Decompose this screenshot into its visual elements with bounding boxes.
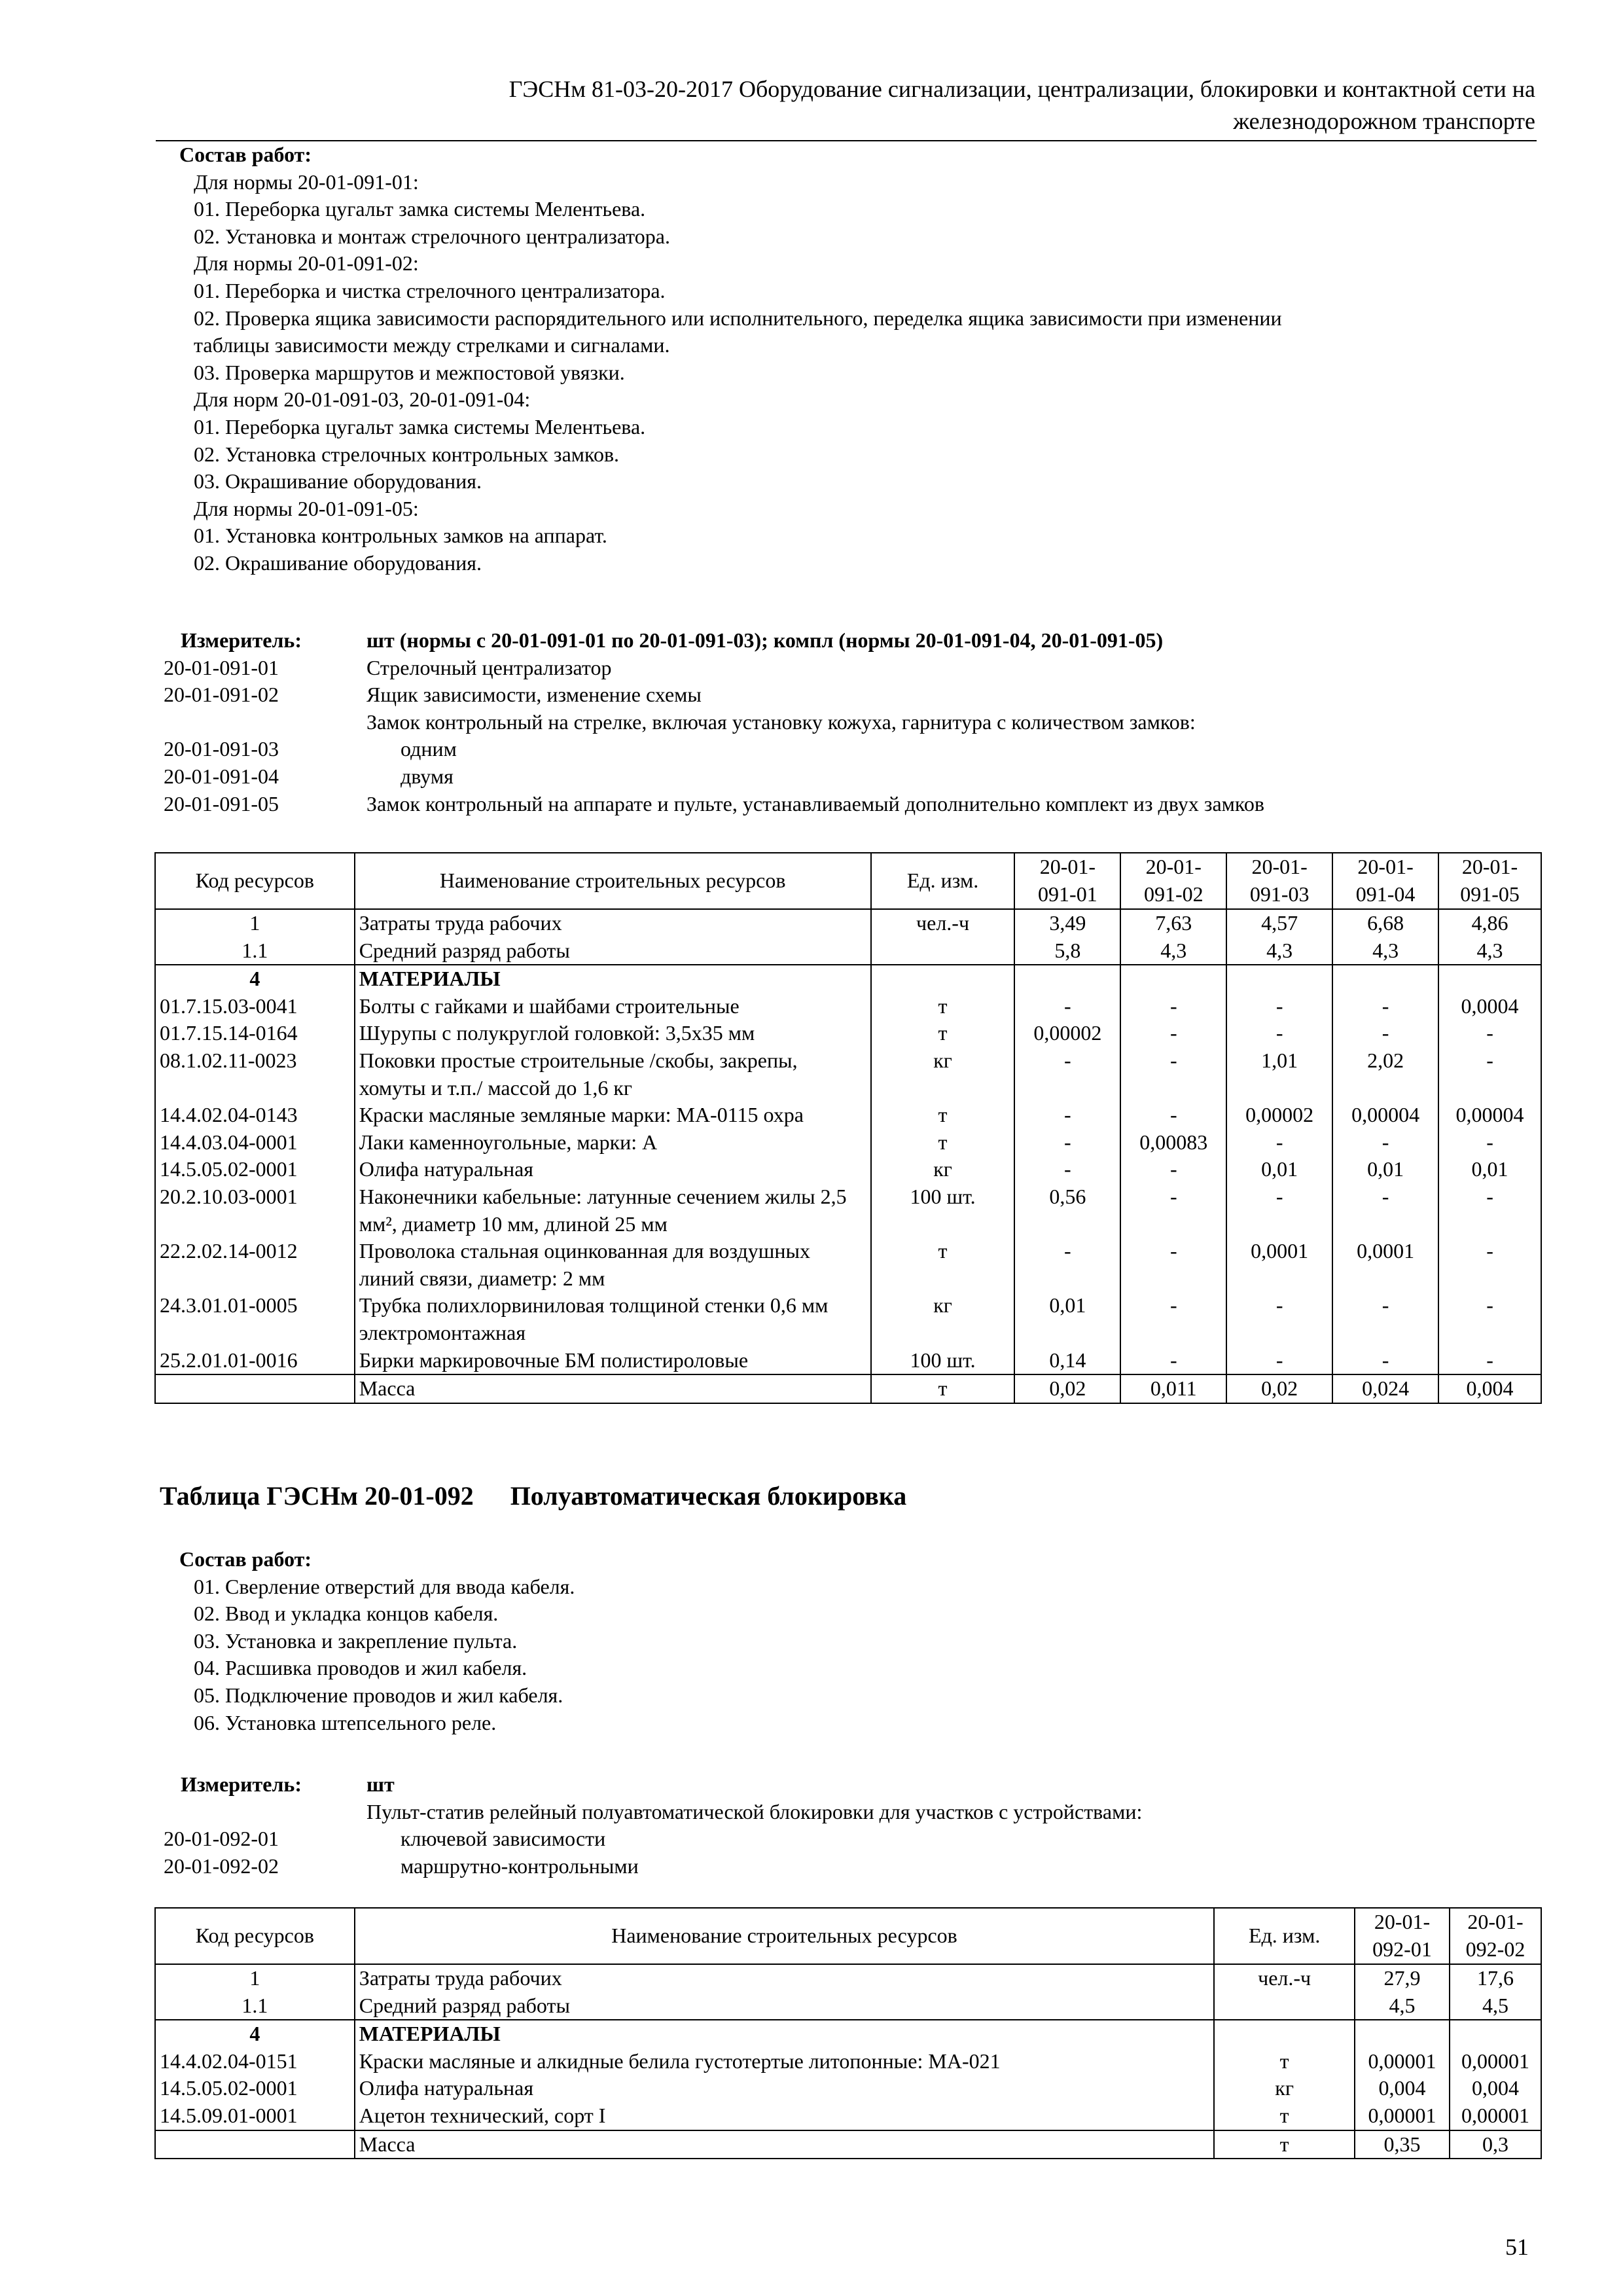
table-row xyxy=(155,1102,1541,1129)
norm-value: 0,011 xyxy=(1120,1374,1226,1403)
measure-text: Замок контрольный на аппарате и пульте, устанавливаемый дополнительно комплект из двух замков xyxy=(366,791,1264,816)
norm-value: 4,3 xyxy=(1332,937,1438,965)
norm-value: 0,004 xyxy=(1355,2075,1450,2102)
norm-value: 0,0001 xyxy=(1332,1238,1438,1292)
resource-unit xyxy=(1214,2020,1355,2048)
measure-text: Пульт-статив релейный полуавтоматической блокировки для участков с устройствами: xyxy=(366,1799,1143,1823)
table-header-row xyxy=(155,1908,1541,1964)
resource-unit xyxy=(871,937,1015,965)
table-row xyxy=(155,1347,1541,1375)
work-list xyxy=(160,1573,1541,1737)
work-line: 01. Сверление отверстий для ввода кабеля. xyxy=(194,1574,575,1598)
measure-row xyxy=(164,1799,1544,1826)
column-header: 20-01- 091-04 xyxy=(1332,853,1438,909)
resource-unit: т xyxy=(1214,2102,1355,2130)
norm-value: - xyxy=(1014,1129,1120,1157)
norm-value: - xyxy=(1014,1156,1120,1183)
norm-value: - xyxy=(1120,1102,1226,1129)
table-body xyxy=(155,1964,1541,2159)
table-row xyxy=(155,937,1541,965)
norm-value: 4,3 xyxy=(1226,937,1332,965)
resource-code: 14.5.05.02-0001 xyxy=(155,1156,355,1183)
norm-value: - xyxy=(1438,1292,1541,1346)
resource-unit: т xyxy=(871,993,1015,1020)
norm-value: - xyxy=(1332,1020,1438,1047)
work-line: 02. Установка и монтаж стрелочного централизатора. xyxy=(194,224,670,248)
measure-block-1 xyxy=(164,627,1544,817)
norm-value: 0,0001 xyxy=(1226,1238,1332,1292)
resource-unit xyxy=(1214,1992,1355,2020)
norm-value: 0,00001 xyxy=(1450,2048,1541,2075)
measure-value: шт (нормы с 20-01-091-01 по 20-01-091-03); компл (нормы 20-01-091-04, 20-01-091-05) xyxy=(366,628,1164,652)
measure-header xyxy=(164,627,1544,655)
page-header xyxy=(327,73,1535,137)
table-title-name: Полуавтоматическая блокировка xyxy=(510,1481,907,1511)
norm-value: - xyxy=(1438,1238,1541,1292)
norm-value: - xyxy=(1120,1047,1226,1102)
norm-value: 5,8 xyxy=(1014,937,1120,965)
norm-value: - xyxy=(1226,1129,1332,1157)
work-title: Состав работ: xyxy=(179,1547,312,1571)
table-row xyxy=(155,965,1541,993)
norm-value: - xyxy=(1226,1347,1332,1375)
table-row xyxy=(155,1183,1541,1238)
work-line: таблицы зависимости между стрелками и сигналами. xyxy=(194,333,670,357)
resource-name: Проволока стальная оцинкованная для воздушных линий связи, диаметр: 2 мм xyxy=(355,1238,871,1292)
work-line: 01. Переборка цугальт замка системы Мелентьева. xyxy=(194,414,646,439)
norm-value: 0,02 xyxy=(1226,1374,1332,1403)
resource-name: Краски масляные и алкидные белила густотертые литопонные: МА-021 xyxy=(355,2048,1214,2075)
measure-row xyxy=(164,709,1544,736)
table-body xyxy=(155,909,1541,1403)
norm-value: 2,02 xyxy=(1332,1047,1438,1102)
table-row xyxy=(155,1964,1541,1992)
work-line: Для нормы 20-01-091-01: xyxy=(194,170,419,194)
measure-row xyxy=(164,736,1544,763)
norm-value: - xyxy=(1438,1183,1541,1238)
norm-value: 1,01 xyxy=(1226,1047,1332,1102)
norm-value: 0,01 xyxy=(1332,1156,1438,1183)
work-composition-2 xyxy=(160,1546,1541,1736)
norm-value: 0,35 xyxy=(1355,2130,1450,2159)
measure-text: ключевой зависимости xyxy=(401,1827,606,1851)
resource-unit: т xyxy=(1214,2048,1355,2075)
resource-code xyxy=(155,1374,355,1403)
norm-value: - xyxy=(1226,1292,1332,1346)
norm-value xyxy=(1450,2020,1541,2048)
resource-code: 4 xyxy=(155,965,355,993)
resource-name: Трубка полихлорвиниловая толщиной стенки 0,6 мм электромонтажная xyxy=(355,1292,871,1346)
norm-value: 0,024 xyxy=(1332,1374,1438,1403)
measure-row xyxy=(164,655,1544,682)
norm-value: 0,00001 xyxy=(1355,2102,1450,2130)
measure-row xyxy=(164,763,1544,791)
norm-value: 0,01 xyxy=(1438,1156,1541,1183)
measure-text: Замок контрольный на стрелке, включая установку кожуха, гарнитура с количеством замков: xyxy=(366,709,1196,734)
norm-value: - xyxy=(1226,1183,1332,1238)
resource-code: 08.1.02.11-0023 xyxy=(155,1047,355,1102)
measure-code: 20-01-092-01 xyxy=(164,1827,279,1851)
table-row xyxy=(155,1129,1541,1157)
resource-unit: т xyxy=(871,1102,1015,1129)
resource-code: 14.5.05.02-0001 xyxy=(155,2075,355,2102)
column-header: 20-01- 092-01 xyxy=(1355,1908,1450,1964)
work-line: 03. Окрашивание оборудования. xyxy=(194,469,482,493)
resource-code: 14.5.09.01-0001 xyxy=(155,2102,355,2130)
table-row xyxy=(155,2048,1541,2075)
column-header: Код ресурсов xyxy=(155,1908,355,1964)
norm-value: 4,5 xyxy=(1355,1992,1450,2020)
resource-code: 1.1 xyxy=(155,1992,355,2020)
norm-value: 4,57 xyxy=(1226,909,1332,937)
norm-value xyxy=(1226,965,1332,993)
norm-value: 0,004 xyxy=(1450,2075,1541,2102)
resource-name: МАТЕРИАЛЫ xyxy=(355,2020,1214,2048)
column-header: Ед. изм. xyxy=(1214,1908,1355,1964)
work-line: 03. Проверка маршрутов и межпостовой увязки. xyxy=(194,360,625,384)
norm-value: - xyxy=(1332,1183,1438,1238)
resource-code: 14.4.03.04-0001 xyxy=(155,1129,355,1157)
resources-table-092 xyxy=(154,1907,1542,2159)
measure-rows xyxy=(164,1799,1544,1880)
norm-value xyxy=(1014,965,1120,993)
resource-code: 22.2.02.14-0012 xyxy=(155,1238,355,1292)
header-line-2: железнодорожном транспорте xyxy=(1233,107,1535,134)
table-row xyxy=(155,909,1541,937)
norm-value: 3,49 xyxy=(1014,909,1120,937)
measure-text: маршрутно-контрольными xyxy=(401,1854,639,1878)
table-row xyxy=(155,1292,1541,1346)
norm-value: 0,00004 xyxy=(1332,1102,1438,1129)
work-line: 01. Установка контрольных замков на аппарат. xyxy=(194,524,607,548)
measure-row xyxy=(164,1825,1544,1853)
resource-code: 24.3.01.01-0005 xyxy=(155,1292,355,1346)
table-row xyxy=(155,1238,1541,1292)
column-header: 20-01- 091-02 xyxy=(1120,853,1226,909)
measure-code: 20-01-091-03 xyxy=(164,737,279,761)
work-line: 02. Ввод и укладка концов кабеля. xyxy=(194,1602,499,1626)
table-row xyxy=(155,993,1541,1020)
resource-name: Масса xyxy=(355,2130,1214,2159)
norm-value: 0,01 xyxy=(1226,1156,1332,1183)
work-line: 02. Проверка ящика зависимости распорядительного или исполнительного, переделка ящика зависимости при изменении xyxy=(194,306,1282,330)
work-line: Для нормы 20-01-091-05: xyxy=(194,496,419,520)
measure-label: Измеритель: xyxy=(181,1772,302,1796)
resource-unit: чел.-ч xyxy=(871,909,1015,937)
resource-name: Бирки маркировочные БМ полистироловые xyxy=(355,1347,871,1375)
measure-text: Ящик зависимости, изменение схемы xyxy=(366,683,702,707)
table-row xyxy=(155,1020,1541,1047)
resource-code: 01.7.15.14-0164 xyxy=(155,1020,355,1047)
resource-unit: 100 шт. xyxy=(871,1347,1015,1375)
norm-value: 0,01 xyxy=(1014,1292,1120,1346)
measure-text: одним xyxy=(401,737,457,761)
column-header: Ед. изм. xyxy=(871,853,1015,909)
norm-value xyxy=(1332,965,1438,993)
resource-code: 4 xyxy=(155,2020,355,2048)
resource-code xyxy=(155,2130,355,2159)
norm-value: - xyxy=(1120,1156,1226,1183)
norm-value: - xyxy=(1332,1292,1438,1346)
resource-name: Поковки простые строительные /скобы, закрепы, хомуты и т.п./ массой до 1,6 кг xyxy=(355,1047,871,1102)
page-number: 51 xyxy=(1505,2234,1529,2260)
table-row xyxy=(155,2130,1541,2159)
header-line-1: ГЭСНм 81-03-20-2017 Оборудование сигнализации, централизации, блокировки и контактной сети на xyxy=(508,76,1535,102)
norm-value: 0,3 xyxy=(1450,2130,1541,2159)
resource-code: 1 xyxy=(155,1964,355,1992)
norm-value: 0,00001 xyxy=(1355,2048,1450,2075)
resource-code: 20.2.10.03-0001 xyxy=(155,1183,355,1238)
resource-name: Олифа натуральная xyxy=(355,1156,871,1183)
resource-unit: т xyxy=(871,1238,1015,1292)
norm-value: 4,5 xyxy=(1450,1992,1541,2020)
norm-value: - xyxy=(1120,993,1226,1020)
resource-unit: кг xyxy=(1214,2075,1355,2102)
norm-value: - xyxy=(1120,1183,1226,1238)
norm-value: - xyxy=(1438,1347,1541,1375)
resource-name: Затраты труда рабочих xyxy=(355,909,871,937)
resource-code: 14.4.02.04-0151 xyxy=(155,2048,355,2075)
resource-unit: кг xyxy=(871,1292,1015,1346)
resource-name: Краски масляные земляные марки: МА-0115 охра xyxy=(355,1102,871,1129)
norm-value: 0,00083 xyxy=(1120,1129,1226,1157)
norm-value: 4,86 xyxy=(1438,909,1541,937)
resource-name: Шурупы с полукруглой головкой: 3,5х35 мм xyxy=(355,1020,871,1047)
measure-text: двумя xyxy=(401,764,454,788)
work-line: 02. Установка стрелочных контрольных замков. xyxy=(194,442,620,466)
resource-name: Масса xyxy=(355,1374,871,1403)
resource-unit: кг xyxy=(871,1047,1015,1102)
resource-name: Средний разряд работы xyxy=(355,937,871,965)
norm-value: 27,9 xyxy=(1355,1964,1450,1992)
work-list xyxy=(160,169,1541,577)
table-title xyxy=(160,1479,906,1513)
measure-code: 20-01-091-04 xyxy=(164,764,279,788)
work-line: 01. Переборка цугальт замка системы Мелентьева. xyxy=(194,197,646,221)
measure-code xyxy=(164,709,366,736)
column-header: 20-01- 092-02 xyxy=(1450,1908,1541,1964)
resource-name: Лаки каменноугольные, марки: А xyxy=(355,1129,871,1157)
measure-block-2 xyxy=(164,1771,1544,1880)
column-header: Наименование строительных ресурсов xyxy=(355,853,871,909)
resource-unit: т xyxy=(1214,2130,1355,2159)
norm-value: - xyxy=(1120,1292,1226,1346)
norm-value: 0,00004 xyxy=(1438,1102,1541,1129)
norm-value: 17,6 xyxy=(1450,1964,1541,1992)
measure-row xyxy=(164,1853,1544,1880)
measure-row xyxy=(164,791,1544,818)
resource-unit: 100 шт. xyxy=(871,1183,1015,1238)
norm-value: - xyxy=(1120,1020,1226,1047)
work-composition-1 xyxy=(160,141,1541,577)
column-header: Код ресурсов xyxy=(155,853,355,909)
resource-name: МАТЕРИАЛЫ xyxy=(355,965,871,993)
resource-unit: т xyxy=(871,1374,1015,1403)
measure-value: шт xyxy=(366,1772,395,1796)
norm-value: 0,004 xyxy=(1438,1374,1541,1403)
resource-code: 14.4.02.04-0143 xyxy=(155,1102,355,1129)
measure-code: 20-01-091-01 xyxy=(164,655,279,679)
norm-value xyxy=(1355,2020,1450,2048)
resource-unit: чел.-ч xyxy=(1214,1964,1355,1992)
resource-name: Средний разряд работы xyxy=(355,1992,1214,2020)
norm-value xyxy=(1120,965,1226,993)
resource-code: 25.2.01.01-0016 xyxy=(155,1347,355,1375)
work-line: 01. Переборка и чистка стрелочного централизатора. xyxy=(194,278,666,302)
norm-value: - xyxy=(1438,1020,1541,1047)
norm-value: - xyxy=(1226,993,1332,1020)
norm-value: 0,00001 xyxy=(1450,2102,1541,2130)
norm-value: - xyxy=(1438,1129,1541,1157)
work-line: Для норм 20-01-091-03, 20-01-091-04: xyxy=(194,387,531,412)
norm-value: - xyxy=(1120,1238,1226,1292)
resource-unit: т xyxy=(871,1129,1015,1157)
norm-value: - xyxy=(1014,1238,1120,1292)
work-line: 06. Установка штепсельного реле. xyxy=(194,1710,497,1734)
table-row xyxy=(155,2102,1541,2130)
norm-value: - xyxy=(1332,993,1438,1020)
table-row xyxy=(155,2075,1541,2102)
table-title-label: Таблица ГЭСНм 20-01-092 xyxy=(160,1481,474,1511)
table-header-row xyxy=(155,853,1541,909)
measure-code xyxy=(164,1799,366,1826)
norm-value: 0,56 xyxy=(1014,1183,1120,1238)
column-header: 20-01- 091-01 xyxy=(1014,853,1120,909)
measure-text: Стрелочный централизатор xyxy=(366,655,612,679)
measure-header xyxy=(164,1771,1544,1799)
norm-value: 0,00002 xyxy=(1014,1020,1120,1047)
resource-name: Наконечники кабельные: латунные сечением жилы 2,5 мм², диаметр 10 мм, длиной 25 мм xyxy=(355,1183,871,1238)
norm-value: 0,14 xyxy=(1014,1347,1120,1375)
norm-value: 0,0004 xyxy=(1438,993,1541,1020)
column-header: 20-01- 091-05 xyxy=(1438,853,1541,909)
resource-name: Болты с гайками и шайбами строительные xyxy=(355,993,871,1020)
work-line: 03. Установка и закрепление пульта. xyxy=(194,1628,518,1653)
resource-unit: кг xyxy=(871,1156,1015,1183)
resources-table-091 xyxy=(154,852,1542,1404)
norm-value: - xyxy=(1014,1047,1120,1102)
norm-value: - xyxy=(1226,1020,1332,1047)
table-row xyxy=(155,1047,1541,1102)
norm-value: 4,3 xyxy=(1438,937,1541,965)
work-line: 02. Окрашивание оборудования. xyxy=(194,550,482,575)
norm-value: - xyxy=(1332,1129,1438,1157)
measure-code: 20-01-092-02 xyxy=(164,1854,279,1878)
norm-value: 6,68 xyxy=(1332,909,1438,937)
norm-value: - xyxy=(1120,1347,1226,1375)
resource-name: Ацетон технический, сорт I xyxy=(355,2102,1214,2130)
norm-value: - xyxy=(1438,1047,1541,1102)
resource-code: 01.7.15.03-0041 xyxy=(155,993,355,1020)
table-row xyxy=(155,1374,1541,1403)
column-header: 20-01- 091-03 xyxy=(1226,853,1332,909)
norm-value: 7,63 xyxy=(1120,909,1226,937)
norm-value xyxy=(1438,965,1541,993)
work-line: 04. Расшивка проводов и жил кабеля. xyxy=(194,1656,527,1680)
resource-unit: т xyxy=(871,1020,1015,1047)
measure-code: 20-01-091-02 xyxy=(164,683,279,707)
measure-label: Измеритель: xyxy=(181,628,302,652)
norm-value: 0,02 xyxy=(1014,1374,1120,1403)
resource-code: 1 xyxy=(155,909,355,937)
norm-value: - xyxy=(1014,993,1120,1020)
norm-value: - xyxy=(1332,1347,1438,1375)
resource-name: Олифа натуральная xyxy=(355,2075,1214,2102)
measure-row xyxy=(164,681,1544,709)
work-title: Состав работ: xyxy=(179,143,312,166)
table-row xyxy=(155,1992,1541,2020)
work-line: Для нормы 20-01-091-02: xyxy=(194,251,419,276)
resource-code: 1.1 xyxy=(155,937,355,965)
table-row xyxy=(155,1156,1541,1183)
norm-value: 4,3 xyxy=(1120,937,1226,965)
norm-value: - xyxy=(1014,1102,1120,1129)
measure-rows xyxy=(164,655,1544,818)
measure-code: 20-01-091-05 xyxy=(164,791,279,816)
norm-value: 0,00002 xyxy=(1226,1102,1332,1129)
work-line: 05. Подключение проводов и жил кабеля. xyxy=(194,1683,563,1707)
table-row xyxy=(155,2020,1541,2048)
resource-unit xyxy=(871,965,1015,993)
column-header: Наименование строительных ресурсов xyxy=(355,1908,1214,1964)
resource-name: Затраты труда рабочих xyxy=(355,1964,1214,1992)
